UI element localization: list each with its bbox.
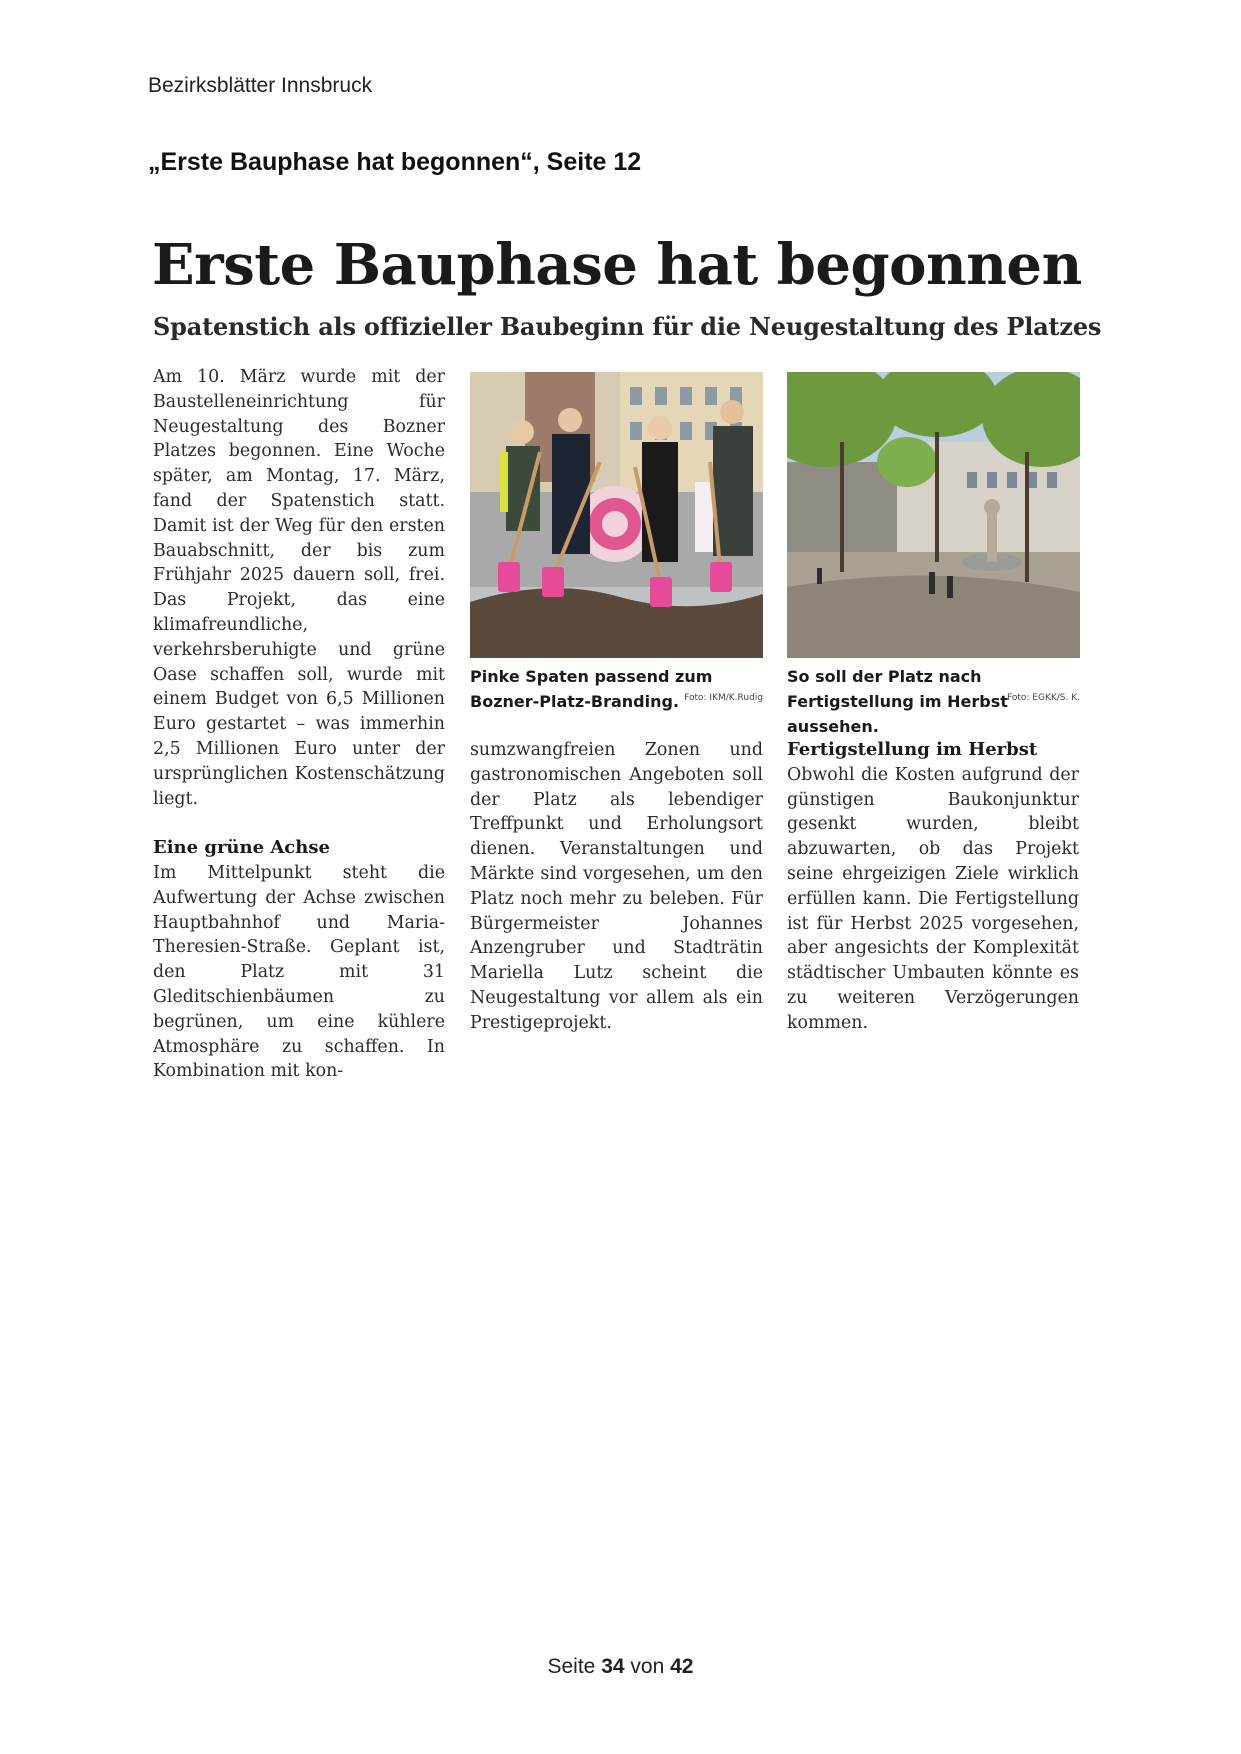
section1-paragraph-part-a: Im Mittelpunkt steht die Aufwertung der Achse zwischen Hauptbahnhof und Maria-Theresien-Straße. Geplant ist, den Platz mit 31 Gleditschienbäumen zu begrünen, um eine kühlere Atmosphäre zu schaffen. In Kombination mit kon- bbox=[153, 862, 445, 1082]
photo-caption-2 bbox=[787, 664, 1080, 736]
rendering-photo bbox=[787, 372, 1080, 658]
photo-caption-1 bbox=[470, 664, 763, 714]
article-column-3 bbox=[787, 738, 1079, 1036]
square-rendering-illustration bbox=[787, 372, 1080, 658]
photo-caption-1-text: Pinke Spaten passend zum Bozner-Platz-Branding. bbox=[470, 667, 713, 711]
article-column-2 bbox=[470, 738, 763, 1036]
section-heading-green-axis: Eine grüne Achse bbox=[153, 837, 330, 859]
intro-paragraph: Am 10. März wurde mit der Baustelleneinrichtung für Neugestaltung des Bozner Platzes begonnen. Eine Woche später, am Montag, 17. März, fand der Spatenstich statt. Damit ist der Weg für den ersten Bauabschnitt, der bis zum Frühjahr 2025 dauern soll, frei. Das Projekt, das eine klimafreundliche, verkehrsberuhigte und grüne Oase schaffen soll, wurde mit einem Budget von 6,5 Millionen Euro gestartet – was immerhin 2,5 Millionen Euro unter der ursprünglichen Kostenschätzung liegt. bbox=[153, 367, 445, 809]
groundbreaking-photo-illustration bbox=[470, 372, 763, 658]
article-column-1 bbox=[153, 365, 445, 1084]
section2-paragraph: Obwohl die Kosten aufgrund der günstigen Baukonjunktur gesenkt wurden, bleibt abzuwarten, ob das Projekt seine ehrgeizigen Ziele wirklich erfüllen kann. Die Fertigstellung ist für Herbst 2025 vorgesehen, aber angesichts der Komplexität städtischer Umbauten könnte es zu weiteren Verzögerungen kommen. bbox=[787, 764, 1079, 1033]
article-headline: Erste Bauphase hat begonnen bbox=[152, 232, 1082, 298]
footer-total-pages: 42 bbox=[670, 1655, 694, 1678]
footer-middle: von bbox=[630, 1655, 665, 1678]
photo-caption-2-text: So soll der Platz nach Fertigstellung im Herbst aussehen. bbox=[787, 667, 1008, 736]
page-footer bbox=[0, 1655, 1241, 1679]
section-heading-completion: Fertigstellung im Herbst bbox=[787, 739, 1038, 760]
publication-name: Bezirksblätter Innsbruck bbox=[148, 74, 373, 97]
groundbreaking-photo bbox=[470, 372, 763, 658]
section1-paragraph-part-b: sumzwangfreien Zonen und gastronomischen Angeboten soll der Platz als lebendiger Treffpunkt und Erholungsort dienen. Veranstaltungen und Märkte sind vorgesehen, um den Platz noch mehr zu beleben. Für Bürgermeister Johannes Anzengruber und Stadträtin Mariella Lutz scheint die Neugestaltung vor allem als ein Prestigeprojekt. bbox=[470, 740, 763, 1033]
article-reference: „Erste Bauphase hat begonnen“, Seite 12 bbox=[148, 148, 642, 176]
footer-prefix: Seite bbox=[547, 1655, 596, 1678]
photo-credit-1: Foto: IKM/K.Rudig bbox=[684, 693, 763, 703]
photo-credit-2: Foto: EGKK/S. K. bbox=[1007, 693, 1080, 703]
footer-page-number: 34 bbox=[601, 1655, 625, 1678]
article-subheadline: Spatenstich als offizieller Baubeginn für die Neugestaltung des Platzes bbox=[153, 312, 1102, 341]
